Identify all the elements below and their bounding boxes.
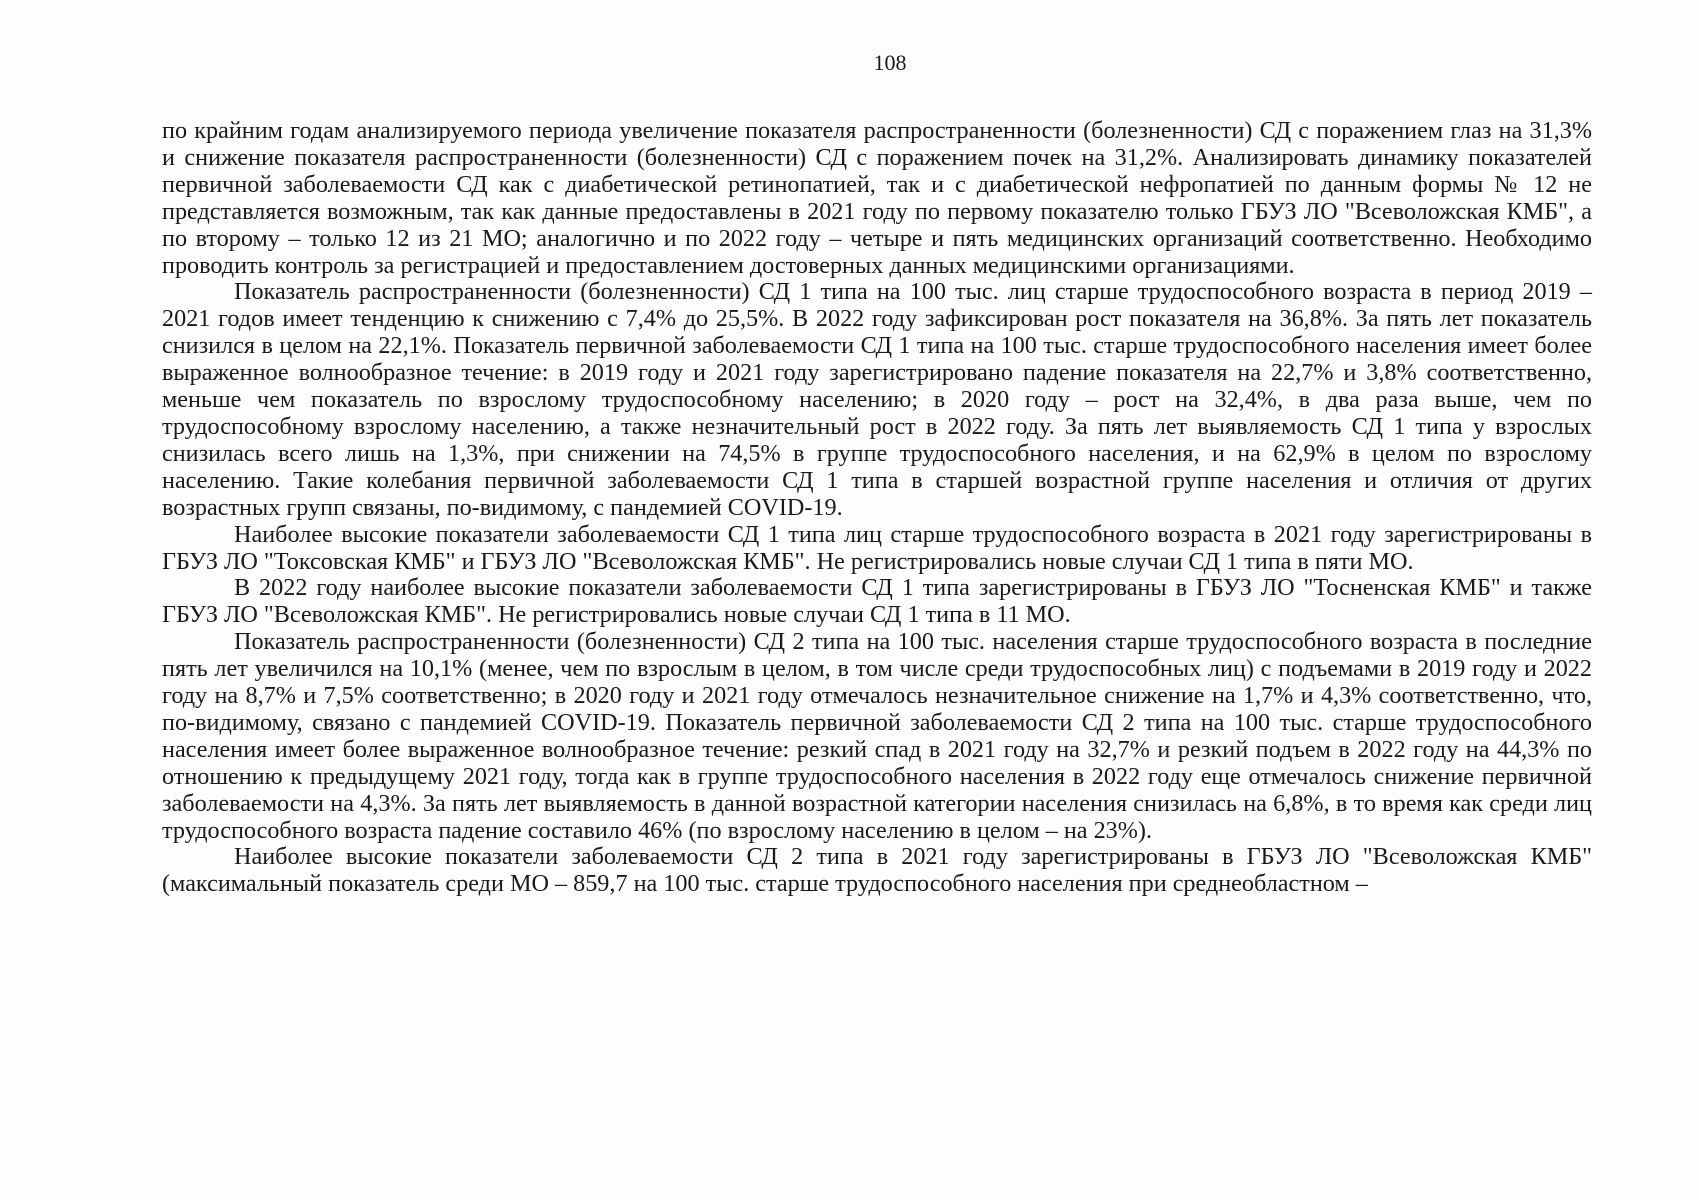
document-body — [162, 118, 1592, 898]
paragraph-eye-kidney-complications: по крайним годам анализируемого периода увеличение показателя распространенности (болезненности) СД с поражением глаз на 31,3% и снижение показателя распространенности (болезненности) СД с поражением почек на 31,2%. Анализировать динамику показателей первичной заболеваемости СД как с диабетической ретинопатией, так и с диабетической нефропатией по данным формы № 12 не представляется возможным, так как данные предоставлены в 2021 году по первому показателю только ГБУЗ ЛО "Всеволожская КМБ", а по второму – только 12 из 21 МО; аналогично и по 2022 году – четыре и пять медицинских организаций соответственно. Необходимо проводить контроль за регистрацией и предоставлением достоверных данных медицинскими организациями. — [162, 117, 1592, 279]
paragraph-type2-prevalence: Показатель распространенности (болезненности) СД 2 типа на 100 тыс. населения старше трудоспособного возраста в последние пять лет увеличился на 10,1% (менее, чем по взрослым в целом, в том числе среди трудоспособных лиц) с подъемами в 2019 году и 2022 году на 8,7% и 7,5% соответственно; в 2020 году и 2021 году отмечалось незначительное снижение на 1,7% и 4,3% соответственно, что, по-видимому, связано с пандемией COVID-19. Показатель первичной заболеваемости СД 2 типа на 100 тыс. старше трудоспособного населения имеет более выраженное волнообразное течение: резкий спад в 2021 году на 32,7% и резкий подъем в 2022 году на 44,3% по отношению к предыдущему 2021 году, тогда как в группе трудоспособного населения в 2022 году еще отмечалось снижение первичной заболеваемости на 4,3%. За пять лет выявляемость в данной возрастной категории населения снизилась на 6,8%, в то время как среди лиц трудоспособного возраста падение составило 46% (по взрослому населению в целом – на 23%). — [162, 628, 1592, 844]
paragraph-type1-2021-leaders: Наиболее высокие показатели заболеваемости СД 1 типа лиц старше трудоспособного возраста в 2021 году зарегистрированы в ГБУЗ ЛО "Токсовская КМБ" и ГБУЗ ЛО "Всеволожская КМБ". Не регистрировались новые случаи СД 1 типа в пяти МО. — [162, 520, 1592, 575]
paragraph-type1-2022-leaders: В 2022 году наиболее высокие показатели заболеваемости СД 1 типа зарегистрированы в ГБУЗ ЛО "Тосненская КМБ" и также ГБУЗ ЛО "Всеволожская КМБ". Не регистрировались новые случаи СД 1 типа в 11 МО. — [162, 574, 1592, 629]
page-number: 108 — [873, 50, 907, 75]
paragraph-type1-prevalence: Показатель распространенности (болезненности) СД 1 типа на 100 тыс. лиц старше трудоспособного возраста в период 2019 – 2021 годов имеет тенденцию к снижению с 7,4% до 25,5%. В 2022 году зафиксирован рост показателя на 36,8%. За пять лет показатель снизился в целом на 22,1%. Показатель первичной заболеваемости СД 1 типа на 100 тыс. старше трудоспособного населения имеет более выраженное волнообразное течение: в 2019 году и 2021 году зарегистрировано падение показателя на 22,7% и 3,8% соответственно, меньше чем показатель по взрослому трудоспособному населению; в 2020 году – рост на 32,4%, в два раза выше, чем по трудоспособному взрослому населению, а также незначительный рост в 2022 году. За пять лет выявляемость СД 1 типа у взрослых снизилась всего лишь на 1,3%, при снижении на 74,5% в группе трудоспособного населения, и на 62,9% в целом по взрослому населению. Такие колебания первичной заболеваемости СД 1 типа в старшей возрастной группе населения и отличия от других возрастных групп связаны, по-видимому, с пандемией COVID-19. — [162, 278, 1592, 521]
paragraph-type2-2021-leaders: Наиболее высокие показатели заболеваемости СД 2 типа в 2021 году зарегистрированы в ГБУЗ ЛО "Всеволожская КМБ" (максимальный показатель среди МО – 859,7 на 100 тыс. старше трудоспособного населения при среднеобластном – — [162, 843, 1592, 898]
